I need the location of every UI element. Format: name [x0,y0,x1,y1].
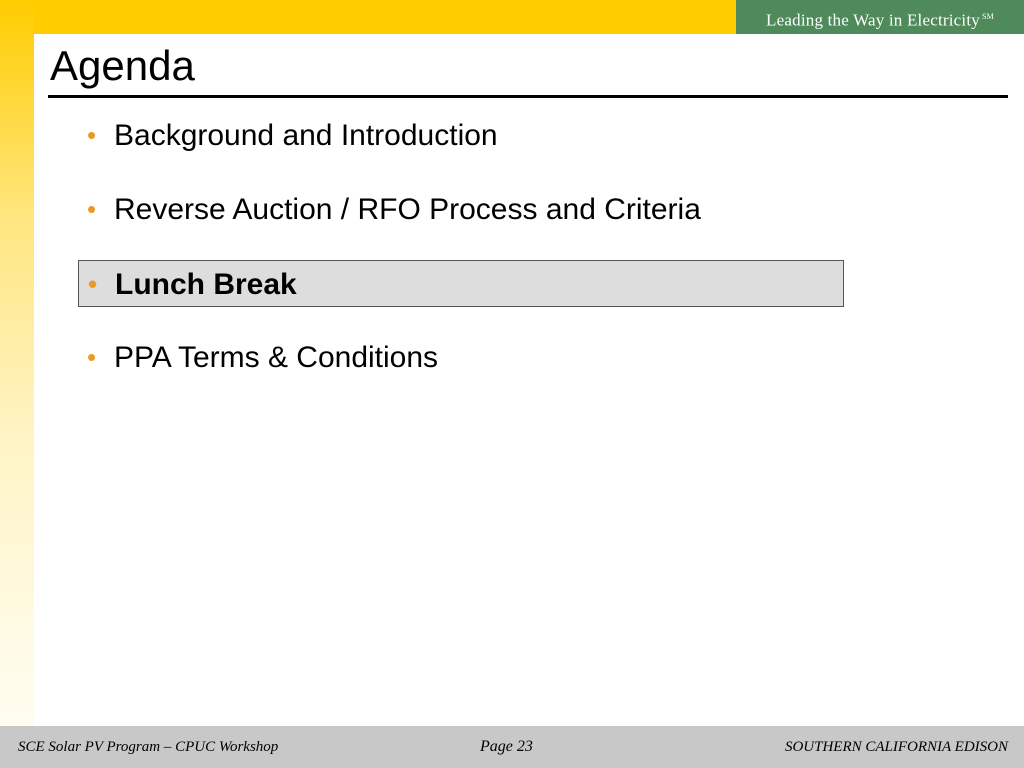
agenda-item-ppa-terms [78,334,844,381]
footer-company-name: SOUTHERN CALIFORNIA EDISON [784,739,1008,755]
footer-program-name: SCE Solar PV Program – CPUC Workshop [18,739,279,755]
tagline-banner [736,0,1024,34]
agenda-item-lunch-break-highlighted [78,260,844,307]
agenda-item-label: Lunch Break [115,268,297,301]
service-mark: SM [981,12,994,21]
tagline-text: Leading the Way in Electricity [766,10,980,30]
bullet-icon: • [87,342,97,372]
agenda-item-label: PPA Terms & Conditions [114,341,439,374]
bullet-icon: • [88,269,98,299]
slide-title: Agenda [50,42,195,89]
agenda-list [78,112,844,408]
agenda-item-label: Background and Introduction [114,119,498,152]
left-gradient-band [0,0,34,726]
slide-footer [0,726,1024,768]
agenda-item-label: Reverse Auction / RFO Process and Criteria [114,193,701,226]
agenda-item-background [78,112,844,159]
title-underline [48,95,1008,98]
bullet-icon: • [87,120,97,150]
bullet-icon: • [87,194,97,224]
footer-page-number: Page 23 [480,738,533,755]
agenda-item-reverse-auction [78,186,844,233]
